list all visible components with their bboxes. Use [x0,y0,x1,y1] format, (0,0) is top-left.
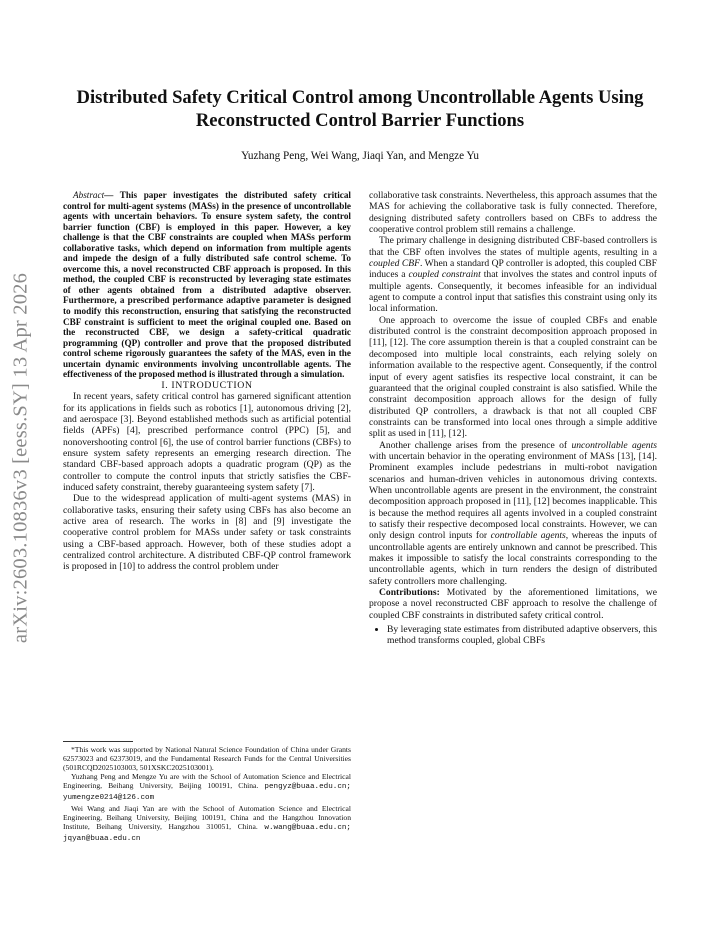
right-paragraph-0: collaborative task constraints. Nevertheless, this approach assumes that the MAS for achieving the collaborative task is fully connected. Therefore, designing distributed safety controllers based on CBFs to address the cooperative control problem still remains a challenge. [369,190,657,236]
right-p3-text-c: , whereas the inputs of uncontrollable agents are entirely unknown and cannot be prescribed. This makes it impossible to satisfy the local constraints corresponding to the uncontrollable agents, which in turn renders the design of distributed safety controllers more challenging. [369,530,657,587]
arxiv-stamp [10,248,32,668]
term-coupled-constraint: coupled constraint [408,269,481,281]
author-list: Yuzhang Peng, Wei Wang, Jiaqi Yan, and Mengze Yu [241,150,479,162]
right-p1-text-a: The primary challenge in designing distributed CBF-based controllers is that the CBF often involves the states of multiple agents, resulting in a [369,235,657,258]
left-column [63,190,351,573]
abstract-body: This paper investigates the distributed safety critical control for multi-agent systems (MASs) in the presence of uncontrollable agents with uncertain behaviors. To ensure system safety, the control barrier function (CBF) is employed in this paper. However, a key challenge is that the CBF constraints are coupled when MASs perform collaborative tasks, which depend on information from multiple agents and impede the design of a fully distributed safe control scheme. To overcome this, a novel reconstructed CBF approach is proposed. In this method, the coupled CBF is reconstructed by leveraging state estimates of other agents obtained from a distributed adaptive observer. Furthermore, a prescribed performance adaptive parameter is designed to modify this reconstruction, ensuring that satisfying the reconstructed CBF constraint is sufficient to meet the original coupled one. Based on the reconstructed CBF, we design a safety-critical quadratic programming (QP) controller and prove that the proposed distributed control scheme rigorously guarantees the safety of the MAS, even in the uncertain dynamic environments involving uncontrollable agents. The effectiveness of the proposed method is illustrated through a simulation. [63,190,351,380]
right-p3-text-b: with uncertain behavior in the operating environment of MASs [13], [14]. Prominent examples include pedestrians in multi-robot navigation scenarios and human-driven vehicles in autonomous driving contexts. When uncontrollable agents are present in the environment, the constraint decomposition approach proposed in [11], [12] becomes inapplicable. This is because the method requires all agents involved in a coupled constraint to satisfy their respective decomposed local constraints. However, we can only design control inputs for [369,450,657,542]
contributions-label: Contributions: [379,587,440,599]
footnote-affiliation-2-text: Wei Wang and Jiaqi Yan are with the School of Automation Science and Electrical Engineering, Beihang University, Beijing 100191, China and the Hangzhou Innovation Institute, Beihang University, Hangzhou 310051, China. [63,803,351,831]
arxiv-stamp-text: arXiv:2603.10836v3 [eess.SY] 13 Apr 2026 [9,272,32,644]
abstract-dash: — [104,190,120,200]
term-coupled-cbf: coupled CBF [369,258,420,270]
right-paragraph-3 [369,440,657,587]
footnotes [63,745,351,844]
right-paragraph-2: One approach to overcome the issue of coupled CBFs and enable distributed control is the constraint decomposition approach proposed in [11], [12]. The core assumption therein is that a coupled constraint can be decomposed into multiple local constraints, each relying solely on information available to the respective agent. Consequently, if the control input of every agent satisfies its respective local constraint, it can be guaranteed that the original coupled constraint is also satisfied. While the constraint decomposition approach allows for the design of fully distributed QP controllers, a drawback is that not all coupled CBF constraints can be transformed into local ones through a simple additive split as used in [11], [12]. [369,314,657,440]
abstract-label: Abstract [73,190,105,200]
abstract [63,190,351,380]
title-line-2: Reconstructed Control Barrier Functions [195,110,525,131]
right-p1-text-b: . When a standard QP controller is adopted, this coupled CBF induces a [369,258,657,281]
intro-paragraph-1: In recent years, safety critical control has garnered significant attention for its applications in fields such as robotics [1], autonomous driving [2], and aerospace [3]. Beyond established methods such as artificial potential fields (APFs) [4], prescribed performance control (PPC) [5], and nonovershooting control [6], the use of control barrier functions (CBFs) to ensure system safety represents an emerging research direction. The standard CBF-based approach adopts a quadratic program (QP) as the controller to compute the control inputs that strictly satisfies the CBF-induced safety constraint, thereby guaranteeing system safety [7]. [63,391,351,493]
right-p3-text-a: Another challenge arises from the presence of [379,439,572,451]
paper-title [60,86,660,132]
footnote-affiliation-2 [63,804,351,844]
contributions-text: Motivated by the aforementioned limitations, we propose a novel reconstructed CBF approach to resolve the challenge of coupled CBF constraints in distributed safety critical control. [369,587,657,621]
contributions-paragraph [369,587,657,621]
right-paragraph-1 [369,235,657,314]
footnote-affiliation-1-text: Yuzhang Peng and Mengze Yu are with the School of Automation Science and Electrical Engineering, Beihang University, Beijing 100191, China. [63,772,351,791]
contribution-item: • By leveraging state estimates from distributed adaptive observers, this method transforms coupled, global CBFs [387,624,657,647]
right-p1-text-c: that involves the states and control inputs of multiple agents. Consequently, it becomes infeasible for an individual agent to compute a control input that satisfies this constraint using only its local information. [369,269,657,315]
footnote-rule [63,741,133,742]
term-controllable-agents: controllable agents [490,530,566,542]
footnote-affiliation-1 [63,772,351,803]
footnote-email-1[interactable]: pengyz@buaa.edu.cn; yumengze0214@126.com [63,783,351,803]
footnote-email-2[interactable]: w.wang@buaa.edu.cn; jqyan@buaa.edu.cn [63,823,351,843]
contributions-list [369,624,657,647]
right-column [369,190,657,647]
section-heading-introduction: I. INTRODUCTION [161,379,253,391]
intro-paragraph-2: Due to the widespread application of multi-agent systems (MAS) in collaborative tasks, ensuring their safety using CBFs has also become an active area of research. The works in [8] and [9] investigate the cooperative control problem for MASs under safety or task constraints using a CBF-based approach. However, both of these studies adopt a centralized control architecture. A distributed CBF-QP control framework is proposed in [10] to address the control problem under [63,493,351,573]
title-line-1: Distributed Safety Critical Control among Uncontrollable Agents Using [76,87,644,108]
footnote-funding: *This work was supported by National Natural Science Foundation of China under Grants 62573023 and 62373019, and the Fundamental Research Funds for the Central Universities (501RCQD2025103003, 501XSKC2025103001). [63,745,351,773]
term-uncontrollable-agents: uncontrollable agents [571,439,657,451]
